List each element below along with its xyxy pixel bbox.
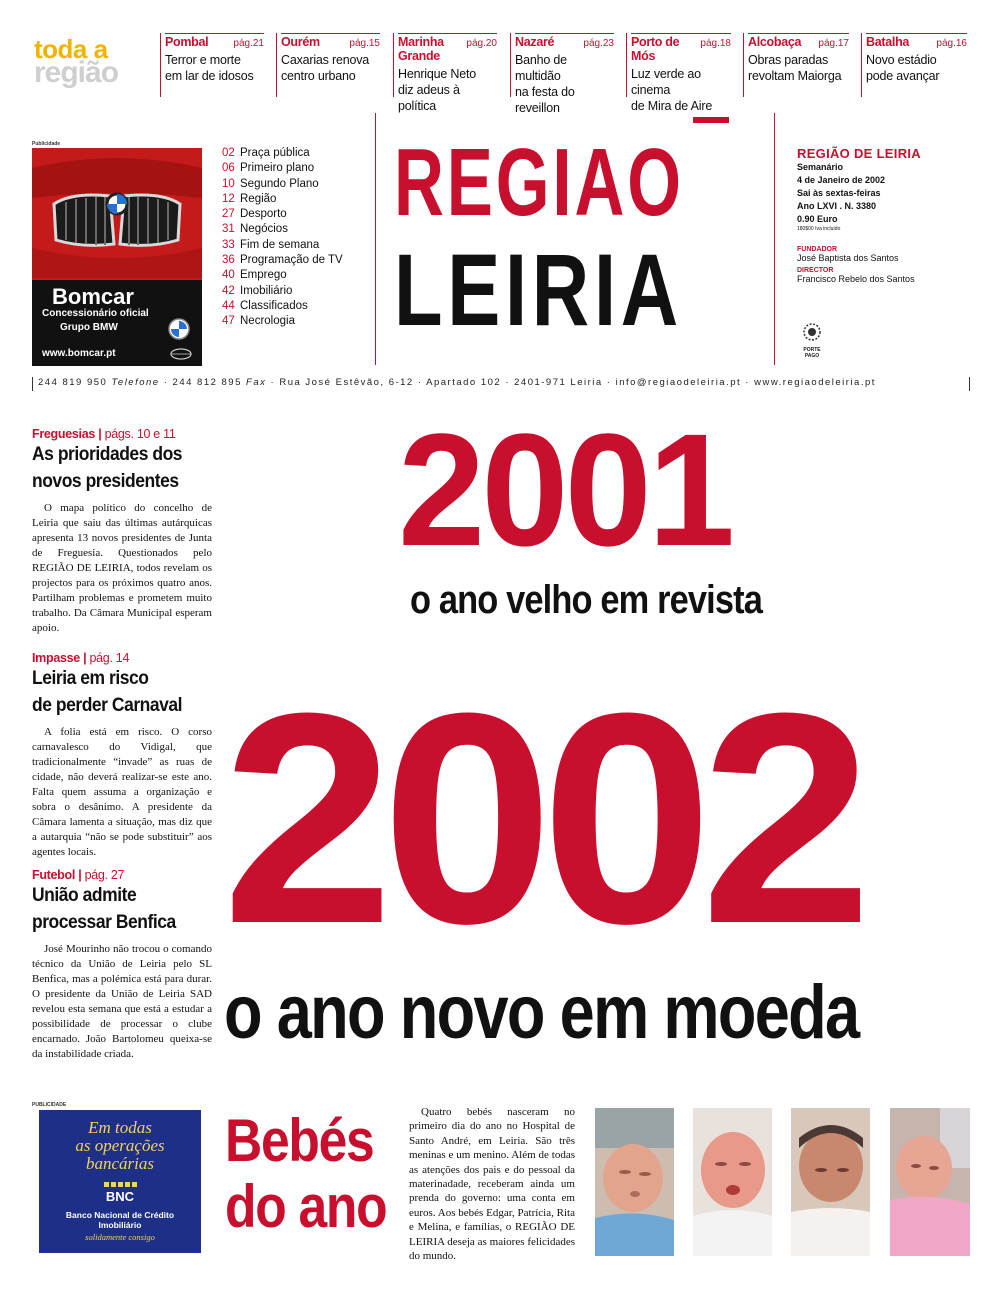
brand-toda-a: toda a xyxy=(34,34,108,64)
info-issue: Ano LXVI . N. 3380 xyxy=(797,201,877,211)
index-page-number: 44 xyxy=(222,299,235,312)
bnc-bank-name: Banco Nacional de Crédito xyxy=(65,1210,175,1220)
story-futebol[interactable]: Futebol | pág. 27 União admite processar Benfica José Mourinho não trocou o comando técnico da União de Leiria pelo SL Benfica, mas a polémica está para durar. O presidente da União de Leiria SAD revelou esta semana que está a estudar a possibilidade de processar o clube encarnado. João Bartolomeu queixa-se da instabilidade criada. xyxy=(32,868,212,1060)
masthead-word-leiria: LEIRIA xyxy=(394,233,683,347)
story-headline: novos presidentes xyxy=(32,471,179,492)
bomcar-url: www.bomcar.pt xyxy=(42,348,116,359)
bnc-logo-text: BNC xyxy=(105,1189,135,1203)
region-name: Porto de Mós xyxy=(631,35,680,63)
contact-phone: 244 819 950 xyxy=(38,377,108,388)
index-label: Necrologia xyxy=(240,315,295,328)
lead-year-2002: 2002 xyxy=(222,650,860,986)
index-page-number: 36 xyxy=(222,254,235,267)
info-title: REGIÃO DE LEIRIA xyxy=(797,146,921,161)
region-title-line: Terror e morte xyxy=(165,53,241,67)
region-page: pág.15 xyxy=(349,38,380,49)
index-label: Praça pública xyxy=(240,147,310,159)
contents-index xyxy=(222,146,372,330)
bmw-logo-icon xyxy=(168,318,190,340)
index-item[interactable] xyxy=(222,146,372,161)
story-headline: União admite xyxy=(32,885,137,906)
babies-body: Quatro bebés nasceram no primeiro dia do ano no Hospital de Santo André, em Leiria. São três meninas e um menino. Além de todas as atenções dos pais e do pessoal da materinadade, receberam ainda um prenda do governo: uma conta em euros. Aos bebés Edgar, Patrícia, Rita e Melina, e famílias, o REGIÃO DE LEIRIA deseja as maiores felicidades do mundo. xyxy=(409,1106,575,1263)
story-page: pág. 27 xyxy=(84,868,125,882)
region-title-line: revoltam Maiorga xyxy=(748,69,842,83)
contact-fax: 244 812 895 xyxy=(172,377,242,388)
lead-subtitle-2002: o ano novo em moeda xyxy=(224,970,859,1055)
index-item[interactable] xyxy=(222,299,372,314)
bnc-bank-name: Imobiliário xyxy=(98,1220,142,1230)
index-page-number: 33 xyxy=(222,238,235,251)
region-page: pág.21 xyxy=(233,38,264,49)
region-title-line: de Mira de Aire xyxy=(631,99,713,113)
index-item[interactable] xyxy=(222,238,372,253)
region-item[interactable] xyxy=(510,33,614,115)
story-headline: As prioridades dos xyxy=(32,444,183,465)
bnc-line: Em todas xyxy=(88,1118,152,1137)
region-page: pág.23 xyxy=(583,38,614,49)
region-item[interactable] xyxy=(276,33,380,97)
region-item[interactable] xyxy=(626,33,731,113)
info-price-note: 180$00 Iva incluído xyxy=(797,226,841,232)
region-item[interactable] xyxy=(160,33,264,97)
bnc-slogan: solidamente consigo xyxy=(85,1232,155,1242)
brand-toda-a-regiao xyxy=(32,34,142,89)
index-label: Emprego xyxy=(240,269,287,282)
ad-label: Publicidade xyxy=(32,141,61,147)
babies-headline xyxy=(225,1108,386,1240)
region-title-line: Novo estádio xyxy=(866,53,937,67)
story-headline: processar Benfica xyxy=(32,912,176,933)
region-name: Marinha Grande xyxy=(398,35,444,63)
baby-photo-4 xyxy=(890,1108,970,1256)
contact-address: Rua José Estêvão, 6-12 · Apartado 102 · 2401-971 Leiria · info@regiaodeleiria.pt · www.regiaodeleiria.pt xyxy=(279,377,876,388)
story-kicker: Impasse xyxy=(32,651,80,665)
ad-label: PUBLICIDADE xyxy=(32,1102,67,1108)
story-body: A folia está em risco. O corso carnavalesco do Vidigal, que tradicionalmente “invade” as ruas de cidade, não deverá realizar-se este ano. Falta quem assuma a organização e sobra o desânimo. A presidente da Câmara lamenta a situação, mas diz que a autarquia “não se pode substituir” aos agentes locais. xyxy=(32,726,212,858)
index-item[interactable] xyxy=(222,314,372,329)
index-page-number: 47 xyxy=(222,315,235,328)
story-body: José Mourinho não trocou o comando técnico da União de Leiria pelo SL Benfica, mas a polémica está para durar. O presidente da União de Leiria SAD revelou esta semana que está a estudar a possibilidade de processar o clube encarnado. João Bartolomeu queixa-se da instabilidade criada. xyxy=(32,943,212,1060)
index-item[interactable] xyxy=(222,192,372,207)
index-page-number: 10 xyxy=(222,177,235,190)
index-label: Programação de TV xyxy=(240,254,343,267)
masthead-logo xyxy=(375,113,775,365)
bomcar-line2: Grupo BMW xyxy=(60,322,118,333)
region-title-line: Caxarias renova xyxy=(281,53,370,67)
masthead-tilde xyxy=(693,117,729,123)
region-title-line: Henrique Neto xyxy=(398,67,477,81)
lead-year-2001: 2001 xyxy=(398,400,732,579)
region-title-line: na festa do reveillon xyxy=(515,85,575,115)
index-item[interactable] xyxy=(222,284,372,299)
mini-logo-icon xyxy=(170,348,192,360)
region-name: Nazaré xyxy=(515,35,555,49)
babies-headline-line: do ano xyxy=(225,1173,387,1240)
region-title-line: Obras paradas xyxy=(748,53,829,67)
info-founder: José Baptista dos Santos xyxy=(797,253,899,263)
bnc-line: bancárias xyxy=(86,1154,154,1173)
porte-line1: PORTE xyxy=(803,347,821,353)
index-page-number: 40 xyxy=(222,269,235,282)
contact-phone-label: Telefone xyxy=(111,377,160,388)
index-item[interactable] xyxy=(222,207,372,222)
index-item[interactable] xyxy=(222,161,372,176)
baby-photo-3 xyxy=(791,1108,870,1256)
index-page-number: 31 xyxy=(222,223,235,236)
contact-fax-label: Fax xyxy=(246,377,267,388)
index-label: Região xyxy=(240,192,277,205)
index-label: Primeiro plano xyxy=(240,162,315,175)
info-date: 4 de Janeiro de 2002 xyxy=(797,175,886,185)
story-page: pág. 14 xyxy=(89,651,130,665)
region-item[interactable] xyxy=(393,33,497,113)
bnc-bank-ad[interactable] xyxy=(39,1110,201,1253)
region-page: pág.16 xyxy=(936,38,967,49)
story-impasse[interactable]: Impasse | pág. 14 Leiria em risco de perder Carnaval A folia está em risco. O corso carnavalesco do Vidigal, que tradicionalmente “invade” as ruas de cidade, não deverá realizar-se este ano. Falta quem assuma a organização e sobra o desânimo. A presidente da Câmara lamenta a situação, mas diz que a autarquia “não se pode substituir” aos agentes locais. xyxy=(32,651,212,858)
info-founder-label: FUNDADOR xyxy=(797,246,838,253)
region-name: Ourém xyxy=(281,35,320,49)
story-kicker: Futebol xyxy=(32,868,76,882)
lead-subtitle-2001: o ano velho em revista xyxy=(410,578,762,622)
story-kicker: Freguesias xyxy=(32,427,96,441)
index-page-number: 02 xyxy=(222,147,235,159)
baby-photo-2 xyxy=(693,1108,772,1256)
story-headline: de perder Carnaval xyxy=(32,695,183,716)
index-page-number: 12 xyxy=(222,192,235,205)
index-page-number: 42 xyxy=(222,284,235,297)
story-freguesias[interactable]: Freguesias | págs. 10 e 11 As prioridades dos novos presidentes O mapa político do concelho de Leiria que saiu das últimas autárquicas apresenta 13 novos presidentes de Junta de Freguesia. Questionados pelo REGIÃO DE LEIRIA, todos revelam os projectos para os próximos quatro anos. Partilham problemas e prometem muito trabalho. Da Câmara Municipal esperam apoio. xyxy=(32,427,212,634)
bnc-line: as operações xyxy=(75,1136,165,1155)
index-label: Fim de semana xyxy=(240,238,320,251)
info-price: 0.90 Euro xyxy=(797,214,838,224)
region-title-line: Banho de multidão xyxy=(515,53,567,83)
postal-seal-icon xyxy=(801,322,823,342)
index-item[interactable] xyxy=(222,222,372,237)
region-name: Pombal xyxy=(165,35,209,49)
bomcar-line1: Concessionário oficial xyxy=(42,308,149,319)
index-label: Classificados xyxy=(240,299,308,312)
brand-regiao: região xyxy=(34,56,119,89)
porte-line2: PAGO xyxy=(804,353,820,359)
index-label: Segundo Plano xyxy=(240,177,319,190)
publication-info xyxy=(797,146,972,284)
region-title-line: em lar de idosos xyxy=(165,69,254,83)
info-type: Semanário xyxy=(797,162,844,172)
index-page-number: 06 xyxy=(222,162,235,175)
index-label: Desporto xyxy=(240,208,287,221)
contact-line: 244 819 950 Telefone · 244 812 895 Fax · Rua José Estêvão, 6-12 · Apartado 102 · 2401-971 Leiria · info@regiaodeleiria.pt · www.regiaodeleiria.pt xyxy=(32,377,970,391)
story-page: págs. 10 e 11 xyxy=(104,427,176,441)
info-director: Francisco Rebelo dos Santos xyxy=(797,274,915,284)
bmw-car-image xyxy=(32,148,202,278)
region-title-line: pode avançar xyxy=(866,69,940,83)
index-item[interactable] xyxy=(222,177,372,192)
bnc-logo-icon xyxy=(100,1181,140,1203)
region-page: pág.20 xyxy=(466,38,497,49)
index-label: Imobiliário xyxy=(240,284,293,297)
region-item[interactable] xyxy=(743,33,849,97)
region-item[interactable] xyxy=(861,33,967,97)
index-label: Negócios xyxy=(240,223,288,236)
bomcar-name: Bomcar xyxy=(52,284,134,309)
bomcar-ad[interactable] xyxy=(32,148,202,366)
region-name: Batalha xyxy=(866,35,910,49)
region-name: Alcobaça xyxy=(748,35,802,49)
babies-headline-line: Bebés xyxy=(225,1107,374,1174)
info-frequency: Sai às sextas-feiras xyxy=(797,188,881,198)
story-headline: Leiria em risco xyxy=(32,668,149,689)
baby-photo-1 xyxy=(595,1108,674,1256)
region-page: pág.18 xyxy=(700,38,731,49)
index-page-number: 27 xyxy=(222,208,235,221)
region-title-line: diz adeus à política xyxy=(398,83,460,113)
index-item[interactable] xyxy=(222,253,372,268)
story-body: O mapa político do concelho de Leiria que saiu das últimas autárquicas apresenta 13 novos presidentes de Junta de Freguesia. Questionados pelo REGIÃO DE LEIRIA, todos revelam os projectos para os próximos quatro anos. Partilham problemas e prometem muito trabalho. Da Câmara Municipal esperam apoio. xyxy=(32,502,212,634)
index-item[interactable] xyxy=(222,268,372,283)
info-director-label: DIRECTOR xyxy=(797,267,834,274)
region-title-line: centro urbano xyxy=(281,69,356,83)
masthead-word-regiao: REGIAO xyxy=(394,129,684,236)
region-page: pág.17 xyxy=(818,38,849,49)
porte-pago-stamp xyxy=(798,322,826,359)
region-title-line: Luz verde ao cinema xyxy=(631,67,701,97)
